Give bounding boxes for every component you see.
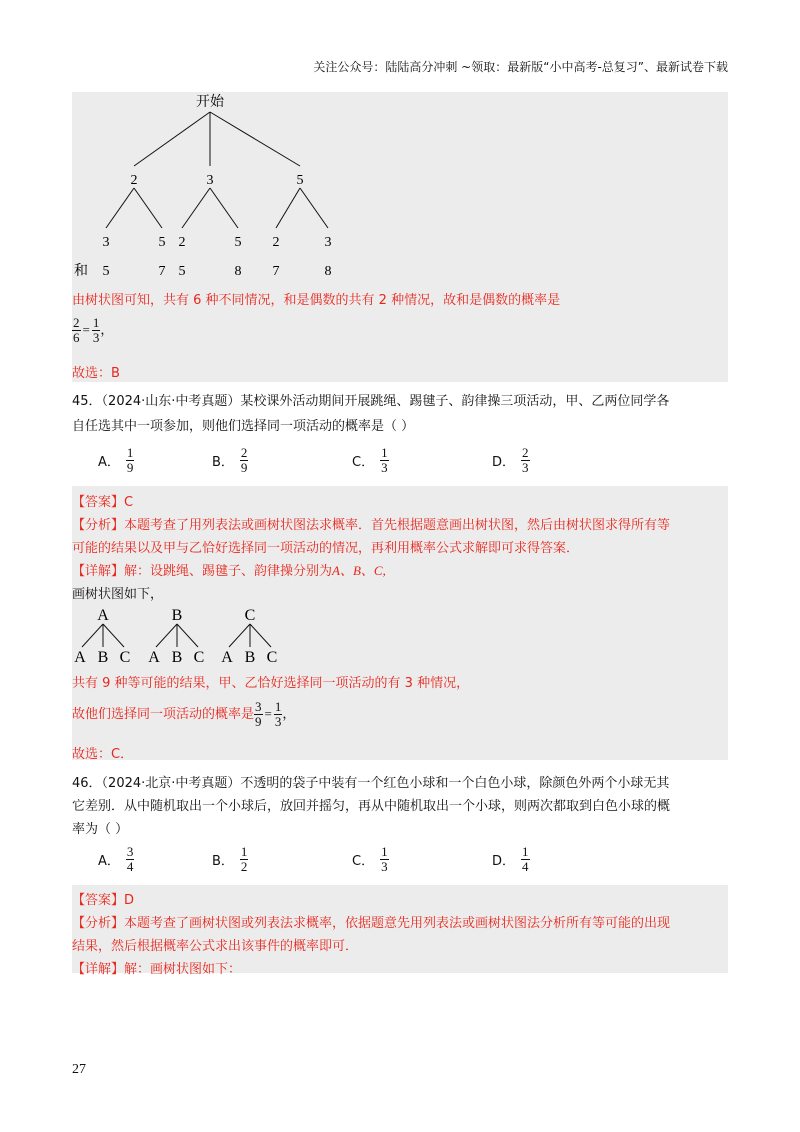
q45-analysis-line2: 可能的结果以及甲与乙恰好选择同一项活动的情况，再利用概率公式求解即可求得答案．	[72, 541, 580, 556]
frac-num: 1	[92, 315, 100, 330]
tree-root: B	[171, 607, 183, 624]
q46-detail: 【详解】解：画树状图如下：	[72, 962, 242, 977]
tree-root: 开始	[196, 95, 224, 110]
q46-analysis-line1: 【分析】本题考查了画树状图或列表法求概率，依据题意先用列表法或画树状图法分析所有等可能的出现	[72, 916, 671, 931]
tree-diagram-sums	[72, 88, 372, 288]
sum-value: 7	[158, 264, 166, 279]
tree-leaf: 2	[178, 235, 186, 250]
equals-sign: =	[82, 322, 90, 337]
q46-option-d: D． $\frac{1}{4}$	[492, 844, 529, 874]
q45-detail: 【详解】解：设跳绳、踢毽子、韵律操分别为A、B、C,	[72, 563, 386, 579]
tree-leaf: A	[221, 649, 233, 666]
sum-value: 8	[324, 264, 332, 279]
punct: ，	[100, 323, 114, 338]
tree-leaf: C	[119, 649, 131, 666]
sum-value: 7	[272, 264, 280, 279]
tree-node: 5	[296, 173, 304, 188]
sum-value: 5	[102, 264, 110, 279]
q45-stem-line1: 45．（2024·山东·中考真题）某校课外活动期间开展跳绳、踢毽子、韵律操三项活动，甲、乙两位同学各	[72, 394, 670, 409]
sum-value: 5	[178, 264, 186, 279]
q46-analysis-line2: 结果，然后根据概率公式求出该事件的概率即可．	[72, 939, 359, 954]
q45-answer: 【答案】C	[72, 495, 134, 510]
frac-num: 2	[73, 315, 80, 330]
q45-option-c: C． $\frac{1}{3}$	[352, 445, 388, 475]
q44-explanation: 由树状图可知，共有 6 种不同情况，和是偶数的共有 2 种情况，故和是偶数的概率是	[72, 293, 561, 308]
tree-leaf: A	[74, 649, 86, 666]
tree-leaf: B	[171, 649, 183, 666]
sum-label: 和	[74, 264, 88, 279]
tree-leaf: 5	[234, 235, 242, 250]
q46-stem-line2: 它差别．从中随机取出一个小球后，放回并摇匀，再从中随机取出一个小球，则两次都取到白色小球的概	[72, 799, 671, 814]
q45-result-line2: 故他们选择同一项活动的概率是 $\frac{3}{9}$ = $\frac{1}{3}$ ，	[72, 699, 296, 729]
tree-leaf: C	[193, 649, 205, 666]
tree-leaf: 5	[158, 235, 166, 250]
frac-den: 3	[92, 330, 100, 345]
page-number: 27	[72, 1062, 86, 1077]
q46-option-a: A． $\frac{3}{4}$	[98, 844, 134, 874]
frac-den: 6	[73, 330, 80, 345]
q45-stem-line2: 自任选其中一项参加，则他们选择同一项活动的概率是（ ）	[72, 419, 415, 434]
q45-option-a: A． $\frac{1}{9}$	[98, 445, 134, 475]
sum-value: 8	[234, 264, 242, 279]
q45-draw-tree: 画树状图如下，	[72, 587, 164, 602]
tree-diagram-abc	[72, 604, 282, 666]
page-header: 关注公众号：陆陆高分冲刺 ~领取：最新版“小中高考-总复习”、最新试卷下载	[313, 60, 728, 74]
q46-option-b: B． $\frac{1}{2}$	[212, 844, 248, 874]
q46-answer: 【答案】D	[72, 893, 135, 908]
tree-leaf: 2	[272, 235, 280, 250]
q46-stem-line3: 率为（ ）	[72, 822, 129, 837]
tree-leaf: 3	[102, 235, 110, 250]
q45-analysis-line1: 【分析】本题考查了用列表法或画树状图法求概率．首先根据题意画出树状图，然后由树状图求得所有等	[72, 518, 671, 533]
tree-leaf: A	[148, 649, 160, 666]
q44-choice: 故选：B	[72, 366, 120, 381]
q45-result-line1: 共有 9 种等可能的结果，甲、乙恰好选择同一项活动的有 3 种情况，	[72, 676, 470, 691]
tree-leaf: B	[97, 649, 109, 666]
tree-leaf: C	[266, 649, 278, 666]
q45-option-b: B． $\frac{2}{9}$	[212, 445, 248, 475]
tree-leaf: B	[244, 649, 256, 666]
q45-choice: 故选：C．	[72, 747, 134, 762]
tree-node: 3	[206, 173, 214, 188]
q46-option-c: C． $\frac{1}{3}$	[352, 844, 388, 874]
tree-root: A	[97, 607, 109, 624]
tree-root: C	[244, 607, 256, 624]
q44-equation	[72, 316, 113, 345]
q45-option-d: D． $\frac{2}{3}$	[492, 445, 529, 475]
q46-stem-line1: 46．（2024·北京·中考真题）不透明的袋子中装有一个红色小球和一个白色小球，除颜色外两个小球无其	[72, 776, 670, 791]
tree-leaf: 3	[324, 235, 332, 250]
tree-node: 2	[130, 173, 138, 188]
